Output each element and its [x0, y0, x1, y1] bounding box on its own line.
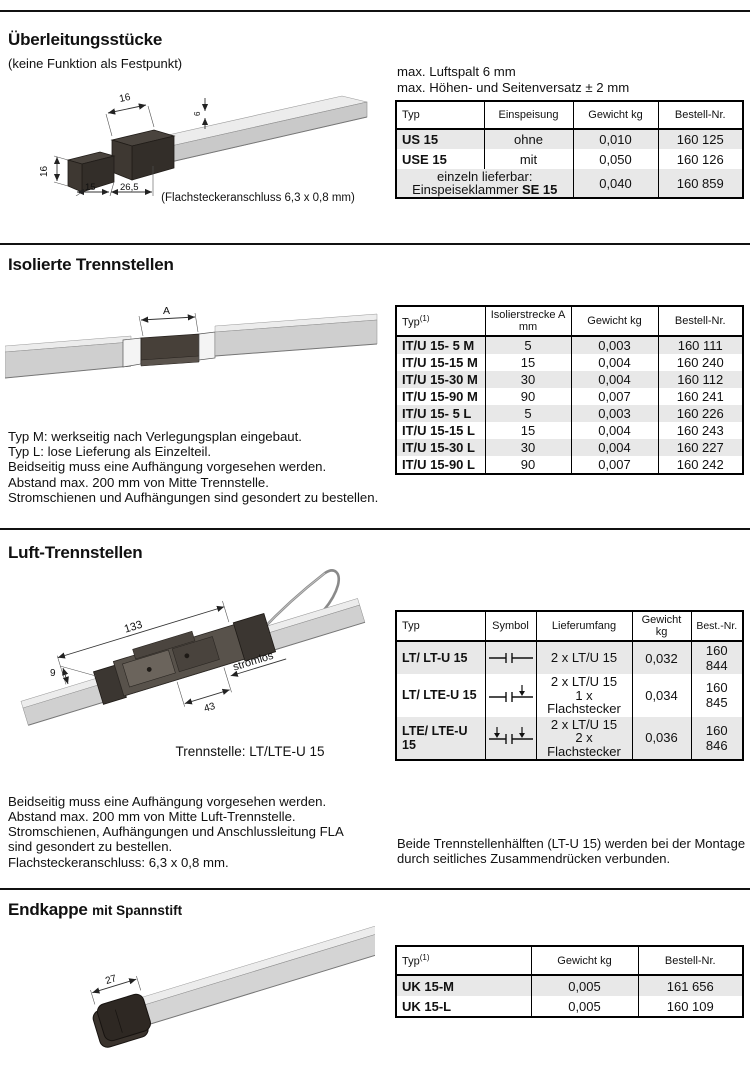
special-row-line2: Einspeiseklammer	[412, 182, 522, 197]
luft-trennstelle-drawing	[8, 558, 383, 738]
luft-table	[395, 610, 744, 761]
drawing1-caption: (Flachsteckeranschluss 6,3 x 0,8 mm)	[161, 192, 355, 204]
col-header-bestnr: Best.-Nr.	[691, 611, 743, 641]
isolierte-note-5: Stromschienen und Aufhängungen sind gesondert zu bestellen.	[8, 490, 379, 505]
note-luftspalt: max. Luftspalt 6 mm	[397, 64, 516, 79]
dim-27: 27	[104, 973, 118, 988]
col-header-typ: Typ$^{(1)}$	[396, 306, 485, 336]
dim-9: 9	[50, 668, 56, 679]
col-header-bestellnr: Bestell-Nr.	[658, 306, 743, 336]
section4-title-main: Endkappe	[8, 900, 88, 919]
isolierte-trennstelle-drawing	[5, 300, 380, 400]
table-row: USE 15 mit 0,050 160 126	[396, 149, 743, 169]
section2-rule	[0, 243, 750, 245]
top-rule	[0, 10, 750, 12]
table-row: LT/ LTE-U 15 2 x LT/U 15 1 x Flachstecker 0,034 160 845	[396, 674, 743, 717]
table-row-special: einzeln lieferbar: Einspeiseklammer SE 15 0,040 160 859	[396, 169, 743, 198]
table-row: IT/U 15-30 L 30 0,004 160 227	[396, 439, 743, 456]
table-row: IT/U 15- 5 M 5 0,003 160 111	[396, 336, 743, 354]
col-header-einspeisung: Einspeisung	[484, 101, 573, 129]
montage-note-2: durch seitliches Zusammendrücken verbunden.	[397, 851, 671, 866]
table-row: UK 15-L 0,005 160 109	[396, 996, 743, 1017]
luft-note-4: sind gesondert zu bestellen.	[8, 839, 173, 854]
luft-note-2: Abstand max. 200 mm von Mitte Luft-Trennstelle.	[8, 809, 296, 824]
endkappe-drawing	[75, 905, 375, 1055]
dim-a: A	[163, 305, 171, 317]
luft-note-1: Beidseitig muss eine Aufhängung vorgesehen werden.	[8, 794, 327, 809]
table-row: IT/U 15-90 L 90 0,007 160 242	[396, 456, 743, 474]
section2-title: Isolierte Trennstellen	[8, 255, 174, 274]
col-header-typ: Typ	[396, 101, 484, 129]
section4-title-sub: mit Spannstift	[92, 903, 183, 918]
col-header-gewicht: Gewicht kg	[531, 946, 638, 975]
dim-26-5: 26,5	[120, 182, 139, 193]
gap-symbol-arrow-right-icon	[489, 684, 533, 704]
table-row: IT/U 15-90 M 90 0,007 160 241	[396, 388, 743, 405]
col-header-isolierstrecke: Isolierstrecke A mm	[485, 306, 571, 336]
col-header-bestellnr: Bestell-Nr.	[638, 946, 743, 975]
ueberleitungsstueck-drawing	[20, 84, 370, 196]
col-header-gewicht: Gewicht kg	[632, 611, 691, 641]
montage-note-1: Beide Trennstellenhälften (LT-U 15) werden bei der Montage	[397, 836, 746, 851]
isolierte-note-4: Abstand max. 200 mm von Mitte Trennstelle.	[8, 475, 269, 490]
drawing3-caption: Trennstelle: LT/LTE-U 15	[175, 744, 325, 759]
dim-gap: 6	[193, 111, 202, 116]
luft-note-5: Flachsteckeranschluss: 6,3 x 0,8 mm.	[8, 855, 229, 870]
dim-15: 15	[85, 182, 96, 193]
col-header-lieferumfang: Lieferumfang	[536, 611, 632, 641]
isolierte-note-1: Typ M: werkseitig nach Verlegungsplan eingebaut.	[8, 429, 302, 444]
col-header-gewicht: Gewicht kg	[573, 101, 658, 129]
special-row-typ: SE 15	[521, 182, 558, 197]
col-header-typ: Typ$^{(1)}$	[396, 946, 531, 975]
col-header-typ: Typ	[396, 611, 485, 641]
luft-note-3: Stromschienen, Aufhängungen und Anschlussleitung FLA	[8, 824, 344, 839]
isolierte-table	[395, 305, 744, 475]
endkappe-table	[395, 945, 744, 1018]
table-row: IT/U 15-15 L 15 0,004 160 243	[396, 422, 743, 439]
stromlos-label: stromlos	[231, 649, 275, 674]
col-header-gewicht: Gewicht kg	[571, 306, 658, 336]
dim-43: 43	[202, 701, 217, 715]
section3-rule	[0, 528, 750, 530]
note-versatz: max. Höhen- und Seitenversatz ± 2 mm	[397, 80, 630, 95]
col-header-symbol: Symbol	[485, 611, 536, 641]
gap-symbol-arrows-both-icon	[489, 726, 533, 746]
isolierte-note-3: Beidseitig muss eine Aufhängung vorgesehen werden.	[8, 459, 327, 474]
dim-16-left: 16	[39, 165, 50, 177]
dim-133: 133	[122, 618, 144, 636]
gap-symbol-icon	[489, 650, 533, 664]
dim-16-top: 16	[118, 91, 132, 105]
table-row: UK 15-M 0,005 161 656	[396, 975, 743, 996]
ueberleitung-table	[395, 100, 744, 199]
table-row: US 15 ohne 0,010 160 125	[396, 129, 743, 149]
table-row: IT/U 15- 5 L 5 0,003 160 226	[396, 405, 743, 422]
isolierte-note-2: Typ L: lose Lieferung als Einzelteil.	[8, 444, 212, 459]
col-header-bestellnr: Bestell-Nr.	[658, 101, 743, 129]
table-row: IT/U 15-30 M 30 0,004 160 112	[396, 371, 743, 388]
section3-title: Luft-Trennstellen	[8, 543, 143, 562]
table-row: LT/ LT-U 15 2 x LT/U 15 0,032 160 844	[396, 641, 743, 674]
special-row-line1: einzeln lieferbar:	[437, 169, 533, 184]
section1-subtitle: (keine Funktion als Festpunkt)	[8, 56, 183, 71]
table-row: LTE/ LTE-U 15 2 x LT/U 15 2 x Flachstecker 0,036 160 846	[396, 717, 743, 761]
section4-rule	[0, 888, 750, 890]
section1-title: Überleitungsstücke	[8, 30, 163, 49]
table-row: IT/U 15-15 M 15 0,004 160 240	[396, 354, 743, 371]
